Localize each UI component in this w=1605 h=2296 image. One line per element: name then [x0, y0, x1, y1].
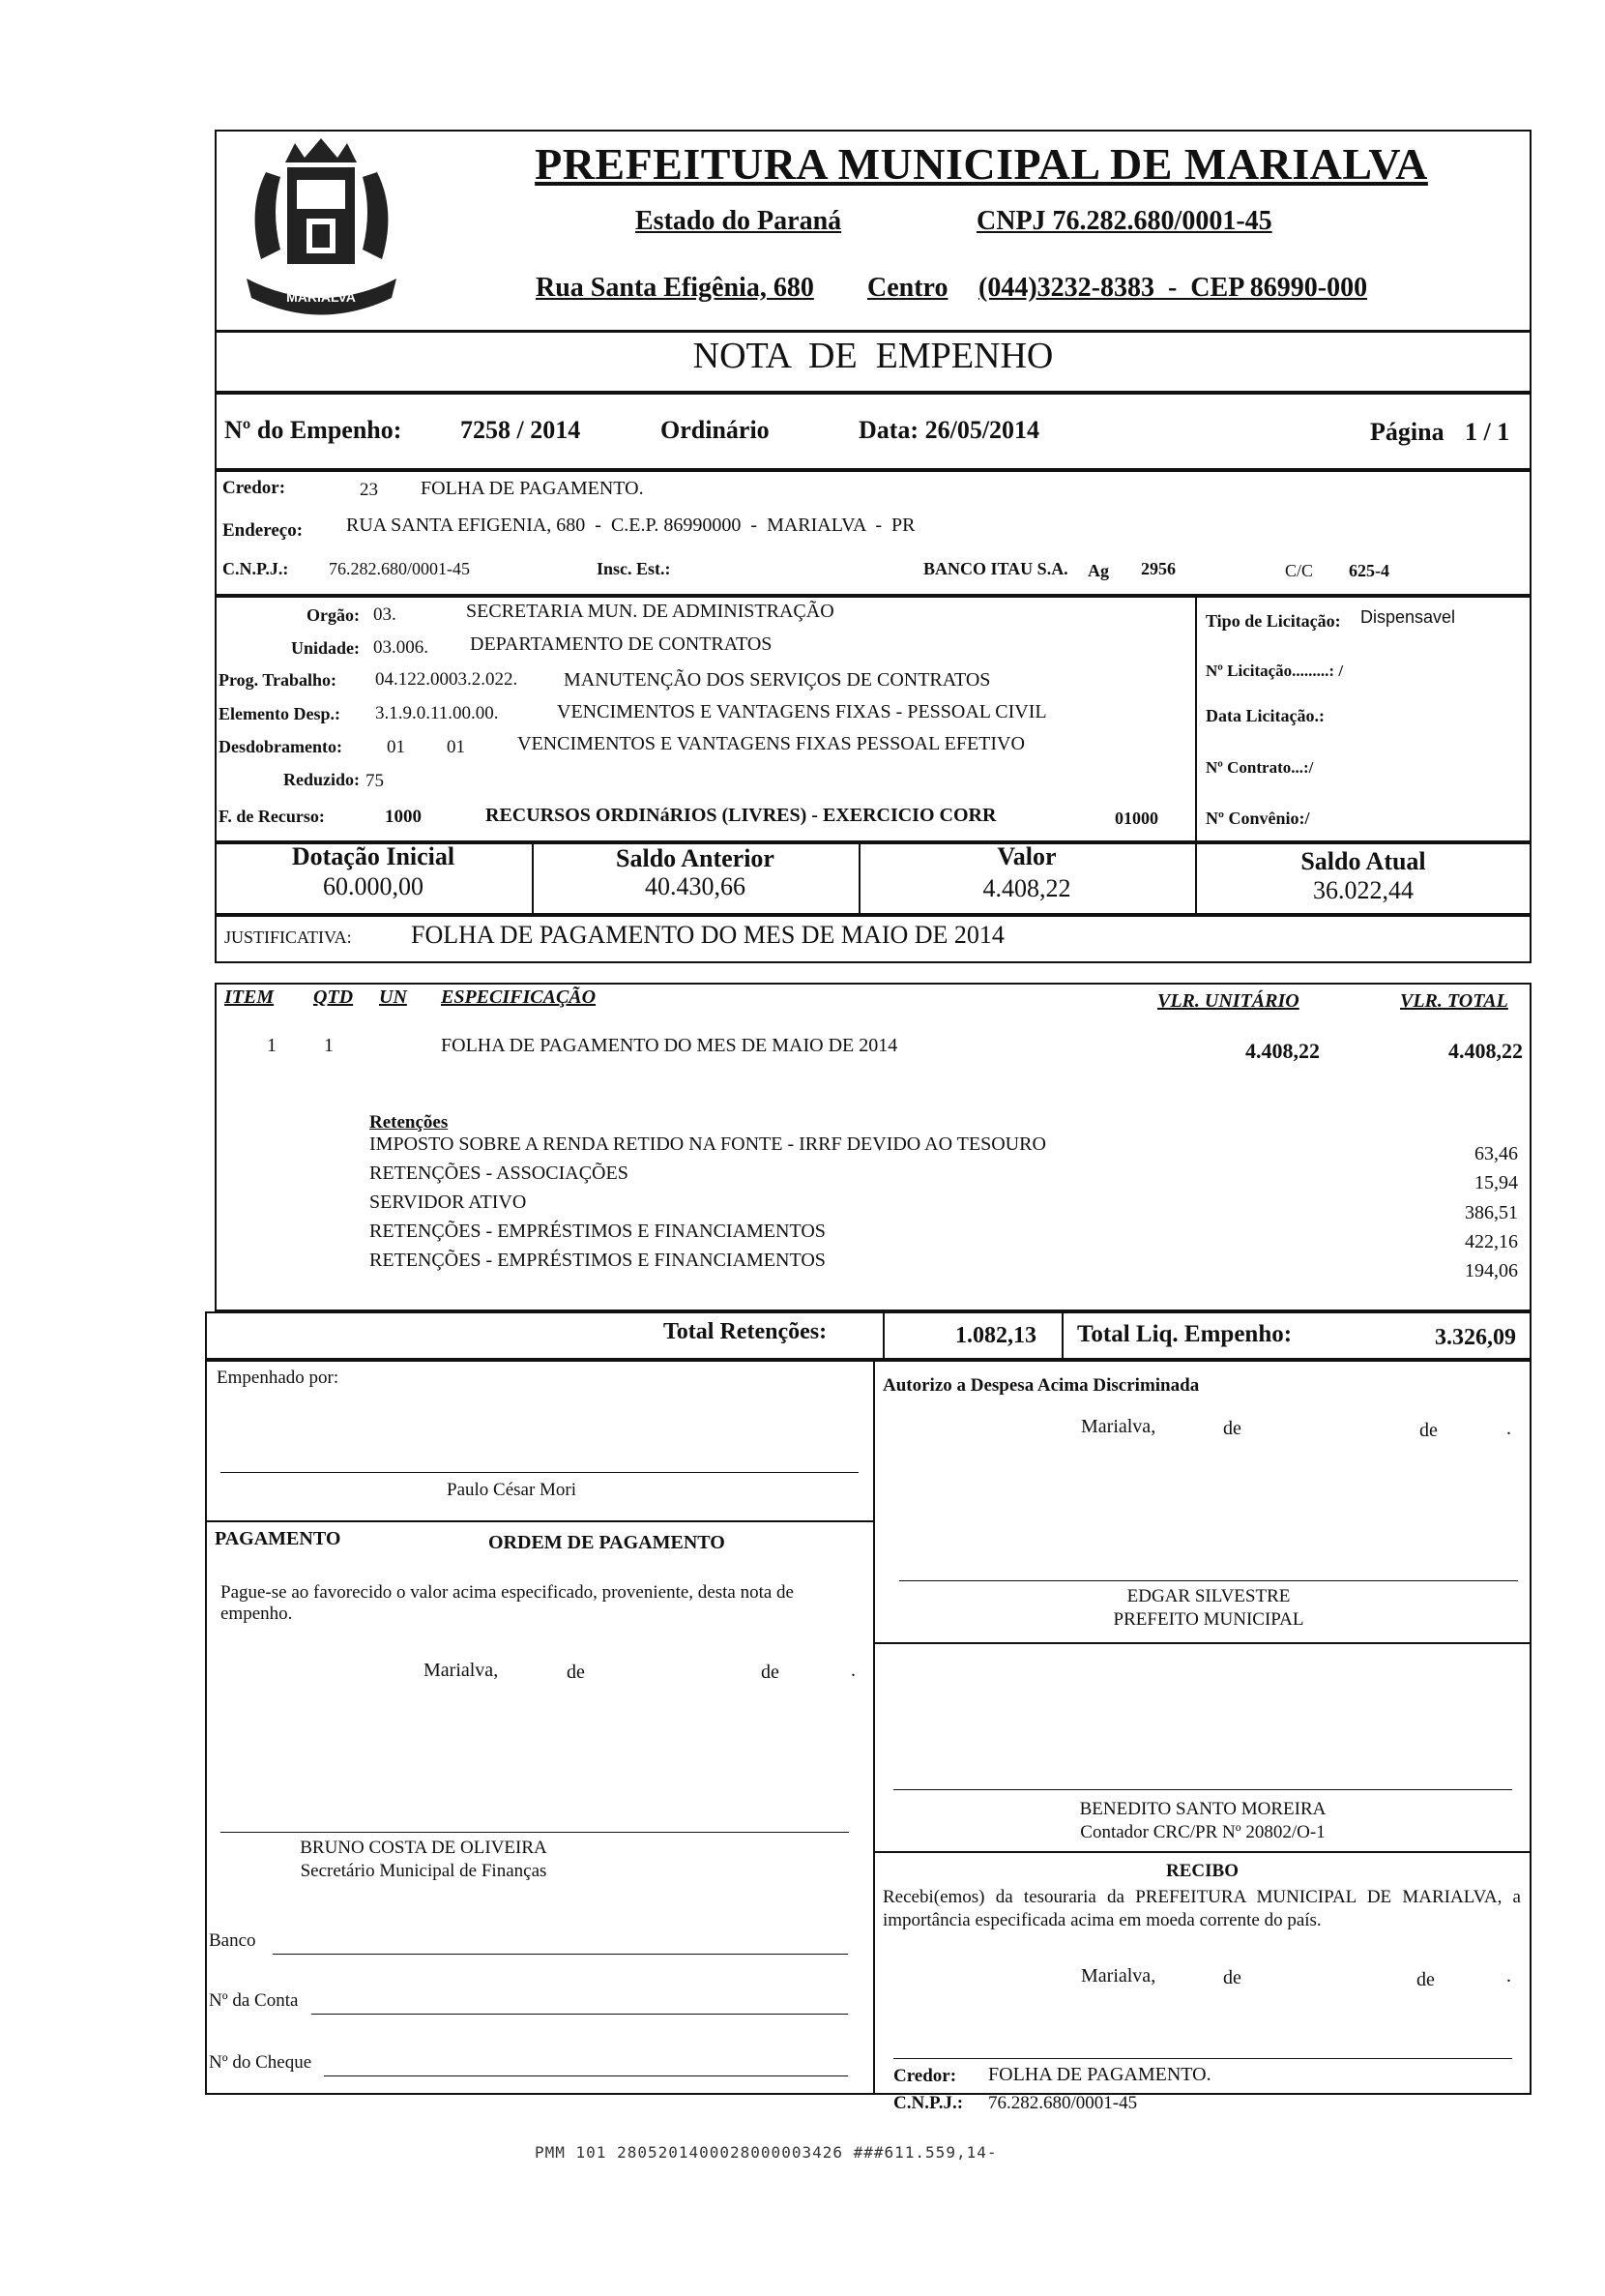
retencao-desc: SERVIDOR ATIVO [369, 1192, 527, 1213]
recibo-title: RECIBO [1166, 1861, 1239, 1881]
valor-label: Valor [997, 842, 1057, 870]
row-item: 1 [267, 1035, 277, 1056]
recurso-name: RECURSOS ORDINáRIOS (LIVRES) - EXERCICIO CORR [485, 805, 997, 826]
header-address: Rua Santa Efigênia, 680 [536, 273, 814, 303]
conta-line [311, 2014, 848, 2015]
footer-box [205, 1360, 1532, 2095]
row-desc: FOLHA DE PAGAMENTO DO MES DE MAIO DE 2014 [441, 1035, 898, 1056]
desdobramento-code2: 01 [447, 737, 465, 757]
recibo-credor-label: Credor: [893, 2066, 957, 2086]
elemento-code: 3.1.9.0.11.00.00. [375, 703, 499, 723]
total-retencoes-label: Total Retenções: [663, 1319, 828, 1344]
page-label: Página [1370, 418, 1444, 446]
recibo-text: Recebi(emos) da tesouraria da PREFEITURA MUNICIPAL DE MARIALVA, a importância especificada acima em moeda corrente do país. [883, 1887, 1521, 1930]
empenho-number: 7258 / 2014 [460, 416, 581, 444]
justificativa-label: JUSTIFICATIVA: [224, 927, 352, 947]
contador-name: BENEDITO SANTO MOREIRA [1079, 1799, 1327, 1819]
credor-cnpj: 76.282.680/0001-45 [329, 559, 470, 578]
saldo-anterior-label: Saldo Anterior [616, 844, 774, 872]
prefeito-title: PREFEITO MUNICIPAL [1113, 1609, 1304, 1630]
contrato-number: Nº Contrato...:/ [1206, 758, 1314, 777]
credor-cnpj-label: C.N.P.J.: [222, 559, 289, 578]
autorizo-dot: . [1506, 1418, 1511, 1439]
retencao-value: 194,06 [1465, 1260, 1518, 1281]
retencao-desc: IMPOSTO SOBRE A RENDA RETIDO NA FONTE - IRRF DEVIDO AO TESOURO [369, 1133, 1046, 1155]
pagamento-de-1: de [567, 1662, 585, 1683]
desdobramento-name: VENCIMENTOS E VANTAGENS FIXAS PESSOAL EFETIVO [517, 733, 1025, 754]
pague-se-text: Pague-se ao favorecido o valor acima especificado, proveniente, desta nota de empenho. [220, 1582, 794, 1624]
row-total: 4.408,22 [1448, 1039, 1523, 1063]
recibo-cnpj-label: C.N.P.J.: [893, 2093, 964, 2113]
secretario-name: BRUNO COSTA DE OLIVEIRA [300, 1838, 547, 1858]
contador-title: Contador CRC/PR Nº 20802/O-1 [1080, 1822, 1326, 1842]
elemento-name: VENCIMENTOS E VANTAGENS FIXAS - PESSOAL CIVIL [557, 701, 1047, 722]
prefeito-bottom [873, 1642, 1532, 1644]
recurso-label: F. de Recurso: [219, 807, 325, 826]
retencao-value: 15,94 [1474, 1172, 1518, 1193]
totals-div-1 [883, 1311, 885, 1360]
recibo-de-1: de [1223, 1967, 1241, 1988]
desdobramento-code1: 01 [387, 737, 405, 757]
cc-label: C/C [1285, 561, 1314, 580]
tipo-licitacao-value: Dispensavel [1360, 607, 1456, 627]
crest-icon [227, 133, 416, 327]
dotacao-inicial-value: 60.000,00 [323, 872, 423, 900]
prefeito-name: EDGAR SILVESTRE [1126, 1586, 1291, 1606]
barcode-text: PMM 101 2805201400028000003426 ###611.559,14- [535, 2143, 998, 2162]
banco-name: BANCO ITAU S.A. [923, 559, 1068, 578]
totals-box [205, 1311, 1532, 1360]
header-cnpj: CNPJ 76.282.680/0001-45 [977, 206, 1272, 236]
recibo-dot: . [1506, 1965, 1511, 1987]
retencao-value: 422,16 [1465, 1231, 1518, 1252]
contador-signature-line [893, 1789, 1512, 1790]
ordem-pagamento-label: ORDEM DE PAGAMENTO [488, 1532, 725, 1553]
prefeito-signature-line [899, 1580, 1518, 1581]
col-unit: VLR. UNITÁRIO [1157, 990, 1299, 1012]
recibo-signature-line [893, 2058, 1512, 2059]
autorizo-text: Autorizo a Despesa Acima Discriminada [883, 1375, 1200, 1396]
footer-vdivider [873, 1360, 875, 2095]
valor-value: 4.408,22 [982, 874, 1071, 902]
pagamento-dot: . [851, 1660, 856, 1681]
header-title: PREFEITURA MUNICIPAL DE MARIALVA [535, 139, 1428, 189]
unidade-name: DEPARTAMENTO DE CONTRATOS [470, 633, 773, 655]
empenho-label: Nº do Empenho: [224, 416, 402, 444]
page-number: 1 / 1 [1465, 418, 1510, 446]
prog-label: Prog. Trabalho: [219, 670, 337, 690]
crest-text: MARIALVA [286, 289, 356, 305]
col-qtd: QTD [313, 986, 354, 1008]
pagamento-label: PAGAMENTO [215, 1528, 341, 1549]
insc-label: Insc. Est.: [597, 559, 671, 578]
cheque-label: Nº do Cheque [209, 2052, 312, 2073]
orgao-code: 03. [373, 604, 396, 625]
ag-label: Ag [1088, 561, 1109, 580]
header-state: Estado do Paraná [635, 206, 842, 236]
row-unit: 4.408,22 [1245, 1039, 1320, 1063]
header-district: Centro [867, 273, 948, 303]
empenho-date: Data: 26/05/2014 [859, 416, 1040, 444]
autorizo-de-1: de [1223, 1418, 1241, 1439]
total-liquido-label: Total Liq. Empenho: [1077, 1321, 1293, 1347]
prog-name: MANUTENÇÃO DOS SERVIÇOS DE CONTRATOS [564, 669, 991, 691]
saldo-anterior-value: 40.430,66 [645, 872, 745, 900]
saldo-atual-value: 36.022,44 [1313, 876, 1414, 904]
recibo-credor-value: FOLHA DE PAGAMENTO. [988, 2064, 1211, 2085]
col-item: ITEM [224, 986, 275, 1008]
col-espec: ESPECIFICAÇÃO [441, 986, 597, 1008]
total-retencoes-value: 1.082,13 [955, 1323, 1036, 1348]
autorizo-marialva: Marialva, [1081, 1416, 1156, 1437]
contador-bottom [873, 1851, 1532, 1853]
retencao-value: 386,51 [1465, 1202, 1518, 1223]
credor-name: FOLHA DE PAGAMENTO. [421, 478, 644, 499]
licitacao-date: Data Licitação.: [1206, 706, 1325, 725]
unidade-label: Unidade: [290, 638, 360, 658]
pagamento-de-2: de [761, 1662, 779, 1683]
orgao-label: Orgão: [306, 605, 360, 625]
empenhado-label: Empenhado por: [217, 1368, 339, 1388]
retencao-desc: RETENÇÕES - ASSOCIAÇÕES [369, 1163, 628, 1184]
cc-value: 625-4 [1349, 561, 1389, 580]
col-un: UN [379, 986, 407, 1008]
endereco-label: Endereço: [222, 520, 304, 541]
dotacao-inicial-label: Dotação Inicial [291, 842, 455, 870]
secretario-title: Secretário Municipal de Finanças [300, 1861, 547, 1881]
retencao-value: 63,46 [1474, 1143, 1518, 1164]
cheque-line [324, 2075, 848, 2076]
licitacao-divider [1195, 596, 1197, 842]
credor-label: Credor: [222, 478, 286, 498]
licitacao-number: Nº Licitação.........: / [1206, 662, 1344, 680]
empenhado-name: Paulo César Mori [447, 1480, 577, 1500]
secretario-signature-line [220, 1832, 849, 1833]
convenio-number: Nº Convênio:/ [1206, 809, 1310, 828]
col-total: VLR. TOTAL [1400, 990, 1508, 1012]
recibo-marialva: Marialva, [1081, 1965, 1156, 1987]
reduzido-value: 75 [365, 771, 384, 791]
total-liquido-value: 3.326,09 [1435, 1325, 1516, 1350]
autorizo-de-2: de [1419, 1420, 1438, 1441]
banco-label: Banco [209, 1930, 256, 1951]
prog-code: 04.122.0003.2.022. [375, 669, 518, 690]
doc-title: NOTA DE EMPENHO [692, 336, 1054, 376]
retencao-desc: RETENÇÕES - EMPRÉSTIMOS E FINANCIAMENTOS [369, 1221, 826, 1242]
credor-code: 23 [360, 480, 378, 500]
orgao-name: SECRETARIA MUN. DE ADMINISTRAÇÃO [466, 601, 834, 622]
endereco-value: RUA SANTA EFIGENIA, 680 - C.E.P. 86990000 - MARIALVA - PR [346, 515, 916, 536]
totals-div-2 [1062, 1311, 1064, 1360]
row-qtd: 1 [324, 1035, 334, 1056]
empenhado-signature-line [220, 1472, 859, 1473]
tipo-licitacao-label: Tipo de Licitação: [1206, 611, 1341, 631]
saldo-atual-label: Saldo Atual [1300, 847, 1426, 875]
elemento-label: Elemento Desp.: [219, 704, 340, 723]
banco-line [273, 1954, 848, 1955]
empenho-type: Ordinário [660, 416, 770, 444]
recibo-cnpj-value: 76.282.680/0001-45 [988, 2093, 1138, 2113]
ag-value: 2956 [1141, 559, 1176, 578]
retencao-desc: RETENÇÕES - EMPRÉSTIMOS E FINANCIAMENTOS [369, 1250, 826, 1271]
conta-label: Nº da Conta [209, 1990, 299, 2011]
recurso-code2: 01000 [1115, 809, 1158, 828]
pagamento-marialva: Marialva, [423, 1660, 499, 1681]
desdobramento-label: Desdobramento: [219, 737, 342, 756]
unidade-code: 03.006. [373, 637, 428, 658]
reduzido-label: Reduzido: [282, 770, 360, 789]
retencoes-title: Retenções [369, 1112, 449, 1133]
recibo-de-2: de [1416, 1969, 1435, 1990]
empenhado-bottom [205, 1520, 873, 1522]
justificativa-text: FOLHA DE PAGAMENTO DO MES DE MAIO DE 2014 [411, 921, 1005, 949]
header-phone-cep: (044)3232-8383 - CEP 86990-000 [978, 273, 1368, 303]
recurso-code: 1000 [385, 807, 422, 827]
